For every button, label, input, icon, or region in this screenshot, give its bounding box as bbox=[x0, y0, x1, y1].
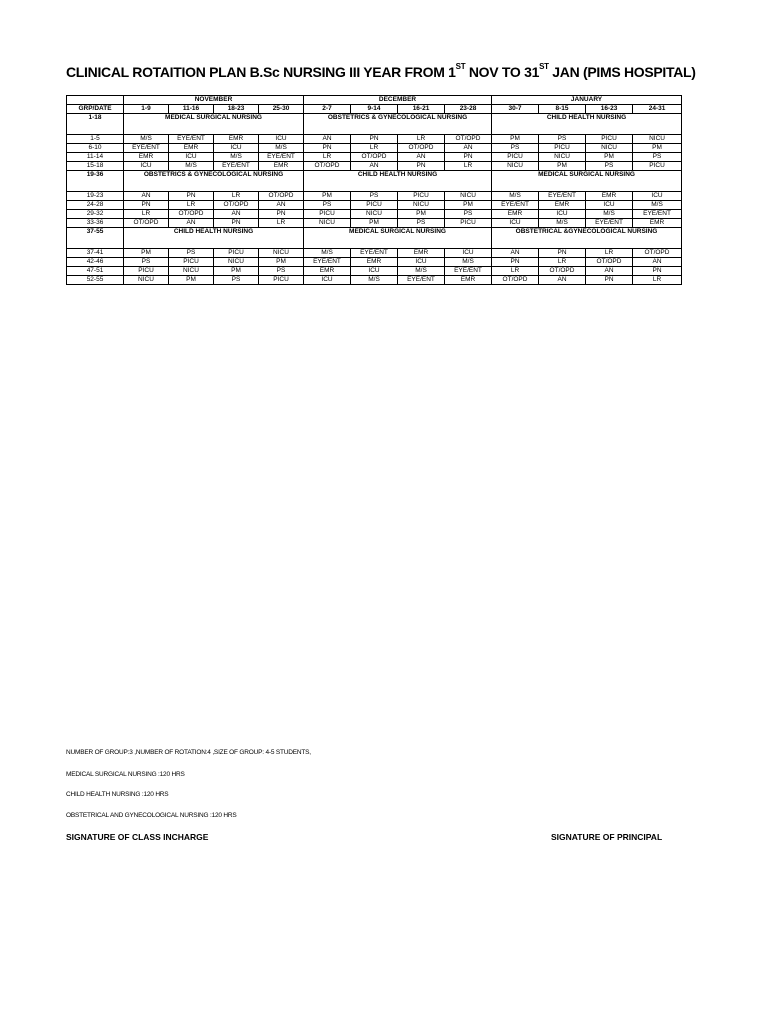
rotation-cell: NICU bbox=[124, 276, 169, 285]
rotation-cell: EMR bbox=[398, 249, 445, 258]
group-cell: 19-23 bbox=[67, 192, 124, 201]
rotation-cell: PM bbox=[351, 219, 398, 228]
month-header: NOVEMBER bbox=[124, 96, 304, 105]
group-cell: 42-46 bbox=[67, 258, 124, 267]
group-cell: 47-51 bbox=[67, 267, 124, 276]
month-header-row bbox=[67, 96, 682, 105]
rotation-cell: PS bbox=[492, 144, 539, 153]
rotation-cell: AN bbox=[214, 210, 259, 219]
date-header: 30-7 bbox=[492, 105, 539, 114]
rotation-cell: PICU bbox=[492, 153, 539, 162]
rotation-cell: PN bbox=[492, 258, 539, 267]
rotation-cell: OT/OPD bbox=[124, 219, 169, 228]
table-row bbox=[67, 219, 682, 228]
rotation-cell: PM bbox=[445, 201, 492, 210]
group-cell: 24-28 bbox=[67, 201, 124, 210]
rotation-cell: M/S bbox=[304, 249, 351, 258]
chn-hours-note: CHILD HEALTH NURSING :120 HRS bbox=[66, 791, 169, 798]
rotation-cell: PN bbox=[398, 162, 445, 171]
group-cell: 52-55 bbox=[67, 276, 124, 285]
group-cell: 1-5 bbox=[67, 135, 124, 144]
rotation-cell: PN bbox=[445, 153, 492, 162]
rotation-cell: PICU bbox=[539, 144, 586, 153]
rotation-cell: AN bbox=[124, 192, 169, 201]
rotation-cell: EYE/ENT bbox=[445, 267, 492, 276]
rotation-cell: AN bbox=[398, 153, 445, 162]
rotation-cell: PS bbox=[214, 276, 259, 285]
table-row bbox=[67, 276, 682, 285]
rotation-cell: EMR bbox=[259, 162, 304, 171]
rotation-cell: ICU bbox=[398, 258, 445, 267]
rotation-cell: PN bbox=[304, 144, 351, 153]
date-header: 16-21 bbox=[398, 105, 445, 114]
rotation-cell: NICU bbox=[586, 144, 633, 153]
rotation-cell: PICU bbox=[169, 258, 214, 267]
rotation-cell: EYE/ENT bbox=[351, 249, 398, 258]
rotation-cell: EYE/ENT bbox=[492, 201, 539, 210]
rotation-cell: LR bbox=[633, 276, 682, 285]
rotation-cell: M/S bbox=[539, 219, 586, 228]
group-info-note: NUMBER OF GROUP:3 ,NUMBER OF ROTATION:4 ,SIZE OF GROUP: 4-5 STUDENTS, bbox=[66, 749, 311, 756]
subject-header: MEDICAL SURGICAL NURSING bbox=[304, 228, 492, 249]
rotation-cell: PN bbox=[586, 276, 633, 285]
rotation-cell: M/S bbox=[169, 162, 214, 171]
table-row bbox=[67, 135, 682, 144]
rotation-cell: PICU bbox=[259, 276, 304, 285]
rotation-cell: PM bbox=[586, 153, 633, 162]
obg-hours-note: OBSTETRICAL AND GYNECOLOGICAL NURSING :120 HRS bbox=[66, 812, 237, 819]
rotation-cell: EYE/ENT bbox=[259, 153, 304, 162]
date-header: 8-15 bbox=[539, 105, 586, 114]
date-header-row bbox=[67, 105, 682, 114]
rotation-cell: EYE/ENT bbox=[304, 258, 351, 267]
rotation-cell: PM bbox=[633, 144, 682, 153]
subject-header: OBSTETRICS & GYNECOLOGICAL NURSING bbox=[124, 171, 304, 192]
rotation-cell: ICU bbox=[214, 144, 259, 153]
rotation-cell: PICU bbox=[214, 249, 259, 258]
subject-header: CHILD HEALTH NURSING bbox=[492, 114, 682, 135]
group-cell: 29-32 bbox=[67, 210, 124, 219]
rotation-cell: PM bbox=[169, 276, 214, 285]
rotation-cell: ICU bbox=[259, 135, 304, 144]
rotation-cell: LR bbox=[259, 219, 304, 228]
rotation-cell: PN bbox=[169, 192, 214, 201]
rotation-cell: PN bbox=[259, 210, 304, 219]
rotation-cell: NICU bbox=[633, 135, 682, 144]
rotation-cell: EYE/ENT bbox=[214, 162, 259, 171]
rotation-cell: PS bbox=[398, 219, 445, 228]
date-header: 9-14 bbox=[351, 105, 398, 114]
rotation-cell: NICU bbox=[351, 210, 398, 219]
rotation-cell: EYE/ENT bbox=[539, 192, 586, 201]
table-row bbox=[67, 162, 682, 171]
section-header-row bbox=[67, 171, 682, 192]
rotation-cell: OT/OPD bbox=[492, 276, 539, 285]
table-row bbox=[67, 153, 682, 162]
rotation-cell: OT/OPD bbox=[304, 162, 351, 171]
rotation-cell: PICU bbox=[124, 267, 169, 276]
table-row bbox=[67, 210, 682, 219]
rotation-cell: PS bbox=[633, 153, 682, 162]
rotation-cell: PS bbox=[586, 162, 633, 171]
rotation-cell: OT/OPD bbox=[586, 258, 633, 267]
table-row bbox=[67, 258, 682, 267]
date-header: 23-28 bbox=[445, 105, 492, 114]
rotation-cell: OT/OPD bbox=[214, 201, 259, 210]
rotation-cell: M/S bbox=[633, 201, 682, 210]
rotation-cell: M/S bbox=[398, 267, 445, 276]
rotation-cell: OT/OPD bbox=[351, 153, 398, 162]
rotation-cell: EMR bbox=[633, 219, 682, 228]
rotation-cell: ICU bbox=[304, 276, 351, 285]
date-header: 1-9 bbox=[124, 105, 169, 114]
rotation-cell: M/S bbox=[351, 276, 398, 285]
date-header: 25-30 bbox=[259, 105, 304, 114]
rotation-cell: OT/OPD bbox=[539, 267, 586, 276]
rotation-cell: EMR bbox=[351, 258, 398, 267]
rotation-cell: PICU bbox=[633, 162, 682, 171]
rotation-cell: AN bbox=[586, 267, 633, 276]
table-row bbox=[67, 201, 682, 210]
section-group-range: 1-18 bbox=[67, 114, 124, 135]
rotation-cell: EYE/ENT bbox=[633, 210, 682, 219]
section-group-range: 19-36 bbox=[67, 171, 124, 192]
rotation-cell: PN bbox=[124, 201, 169, 210]
rotation-cell: M/S bbox=[259, 144, 304, 153]
rotation-cell: AN bbox=[633, 258, 682, 267]
rotation-cell: EMR bbox=[124, 153, 169, 162]
rotation-cell: LR bbox=[539, 258, 586, 267]
rotation-table bbox=[66, 95, 682, 285]
section-header-row bbox=[67, 114, 682, 135]
rotation-cell: M/S bbox=[586, 210, 633, 219]
subject-header: CHILD HEALTH NURSING bbox=[304, 171, 492, 192]
rotation-cell: ICU bbox=[586, 201, 633, 210]
rotation-cell: AN bbox=[304, 135, 351, 144]
group-cell: 11-14 bbox=[67, 153, 124, 162]
page-title: CLINICAL ROTAITION PLAN B.Sc NURSING III YEAR FROM 1ST NOV TO 31ST JAN (PIMS HOSPITAL) bbox=[66, 62, 696, 80]
rotation-cell: EYE/ENT bbox=[398, 276, 445, 285]
rotation-cell: PS bbox=[259, 267, 304, 276]
group-cell: 37-41 bbox=[67, 249, 124, 258]
rotation-cell: EMR bbox=[214, 135, 259, 144]
group-cell: 6-10 bbox=[67, 144, 124, 153]
rotation-cell: PS bbox=[124, 258, 169, 267]
date-header: 11-16 bbox=[169, 105, 214, 114]
subject-header: MEDICAL SURGICAL NURSING bbox=[492, 171, 682, 192]
rotation-cell: OT/OPD bbox=[259, 192, 304, 201]
rotation-cell: PN bbox=[351, 135, 398, 144]
rotation-cell: ICU bbox=[445, 249, 492, 258]
rotation-cell: LR bbox=[169, 201, 214, 210]
month-header: JANUARY bbox=[492, 96, 682, 105]
rotation-cell: AN bbox=[539, 276, 586, 285]
rotation-cell: LR bbox=[445, 162, 492, 171]
rotation-cell: PM bbox=[398, 210, 445, 219]
rotation-cell: NICU bbox=[492, 162, 539, 171]
rotation-cell: M/S bbox=[214, 153, 259, 162]
rotation-cell: EMR bbox=[169, 144, 214, 153]
rotation-cell: PS bbox=[445, 210, 492, 219]
corner-cell bbox=[67, 96, 124, 105]
rotation-cell: AN bbox=[492, 249, 539, 258]
subject-header: OBSTETRICAL &GYNECOLOGICAL NURSING bbox=[492, 228, 682, 249]
rotation-cell: ICU bbox=[633, 192, 682, 201]
rotation-cell: ICU bbox=[351, 267, 398, 276]
rotation-cell: PS bbox=[169, 249, 214, 258]
rotation-cell: M/S bbox=[445, 258, 492, 267]
rotation-cell: NICU bbox=[445, 192, 492, 201]
rotation-cell: PICU bbox=[304, 210, 351, 219]
table-row bbox=[67, 267, 682, 276]
date-header: 18-23 bbox=[214, 105, 259, 114]
date-header: 2-7 bbox=[304, 105, 351, 114]
rotation-cell: PICU bbox=[586, 135, 633, 144]
rotation-cell: EMR bbox=[304, 267, 351, 276]
rotation-cell: EYE/ENT bbox=[124, 144, 169, 153]
table-row bbox=[67, 192, 682, 201]
rotation-cell: PM bbox=[259, 258, 304, 267]
rotation-cell: NICU bbox=[259, 249, 304, 258]
rotation-cell: ICU bbox=[124, 162, 169, 171]
rotation-cell: PN bbox=[539, 249, 586, 258]
subject-header: OBSTETRICS & GYNECOLOGICAL NURSING bbox=[304, 114, 492, 135]
rotation-cell: PM bbox=[214, 267, 259, 276]
rotation-cell: EMR bbox=[492, 210, 539, 219]
rotation-cell: PN bbox=[633, 267, 682, 276]
rotation-cell: OT/OPD bbox=[398, 144, 445, 153]
principal-signature: SIGNATURE OF PRINCIPAL bbox=[551, 832, 663, 842]
subject-header: MEDICAL SURGICAL NURSING bbox=[124, 114, 304, 135]
group-cell: 33-36 bbox=[67, 219, 124, 228]
rotation-cell: EMR bbox=[445, 276, 492, 285]
rotation-cell: AN bbox=[445, 144, 492, 153]
rotation-cell: PICU bbox=[445, 219, 492, 228]
date-header: 16-23 bbox=[586, 105, 633, 114]
rotation-cell: PS bbox=[539, 135, 586, 144]
subject-header: CHILD HEALTH NURSING bbox=[124, 228, 304, 249]
rotation-cell: PS bbox=[304, 201, 351, 210]
rotation-cell: EMR bbox=[586, 192, 633, 201]
rotation-table-body bbox=[67, 96, 682, 285]
rotation-cell: LR bbox=[586, 249, 633, 258]
rotation-cell: PM bbox=[124, 249, 169, 258]
rotation-cell: OT/OPD bbox=[633, 249, 682, 258]
rotation-cell: EMR bbox=[539, 201, 586, 210]
rotation-cell: NICU bbox=[304, 219, 351, 228]
rotation-cell: LR bbox=[492, 267, 539, 276]
rotation-cell: LR bbox=[351, 144, 398, 153]
rotation-cell: EYE/ENT bbox=[586, 219, 633, 228]
rotation-cell: PM bbox=[492, 135, 539, 144]
rotation-cell: PICU bbox=[351, 201, 398, 210]
month-header: DECEMBER bbox=[304, 96, 492, 105]
rotation-cell: NICU bbox=[539, 153, 586, 162]
rotation-cell: LR bbox=[214, 192, 259, 201]
rotation-cell: ICU bbox=[169, 153, 214, 162]
rotation-cell: M/S bbox=[492, 192, 539, 201]
rotation-cell: AN bbox=[169, 219, 214, 228]
rotation-cell: EYE/ENT bbox=[169, 135, 214, 144]
rotation-cell: LR bbox=[124, 210, 169, 219]
rotation-cell: PM bbox=[539, 162, 586, 171]
rotation-cell: AN bbox=[259, 201, 304, 210]
rotation-cell: AN bbox=[351, 162, 398, 171]
date-header: 24-31 bbox=[633, 105, 682, 114]
rotation-cell: PN bbox=[214, 219, 259, 228]
msn-hours-note: MEDICAL SURGICAL NURSING :120 HRS bbox=[66, 771, 185, 778]
rotation-cell: ICU bbox=[492, 219, 539, 228]
table-row bbox=[67, 249, 682, 258]
rotation-cell: LR bbox=[304, 153, 351, 162]
section-header-row bbox=[67, 228, 682, 249]
rotation-cell: PM bbox=[304, 192, 351, 201]
rotation-cell: M/S bbox=[124, 135, 169, 144]
rotation-cell: PICU bbox=[398, 192, 445, 201]
rotation-cell: OT/OPD bbox=[169, 210, 214, 219]
rotation-cell: NICU bbox=[214, 258, 259, 267]
rotation-cell: OT/OPD bbox=[445, 135, 492, 144]
group-cell: 15-18 bbox=[67, 162, 124, 171]
section-group-range: 37-55 bbox=[67, 228, 124, 249]
grp-date-header: GRP/DATE bbox=[67, 105, 124, 114]
rotation-cell: NICU bbox=[169, 267, 214, 276]
table-row bbox=[67, 144, 682, 153]
rotation-cell: LR bbox=[398, 135, 445, 144]
rotation-cell: NICU bbox=[398, 201, 445, 210]
rotation-cell: PS bbox=[351, 192, 398, 201]
class-incharge-signature: SIGNATURE OF CLASS INCHARGE bbox=[66, 832, 209, 842]
rotation-cell: ICU bbox=[539, 210, 586, 219]
